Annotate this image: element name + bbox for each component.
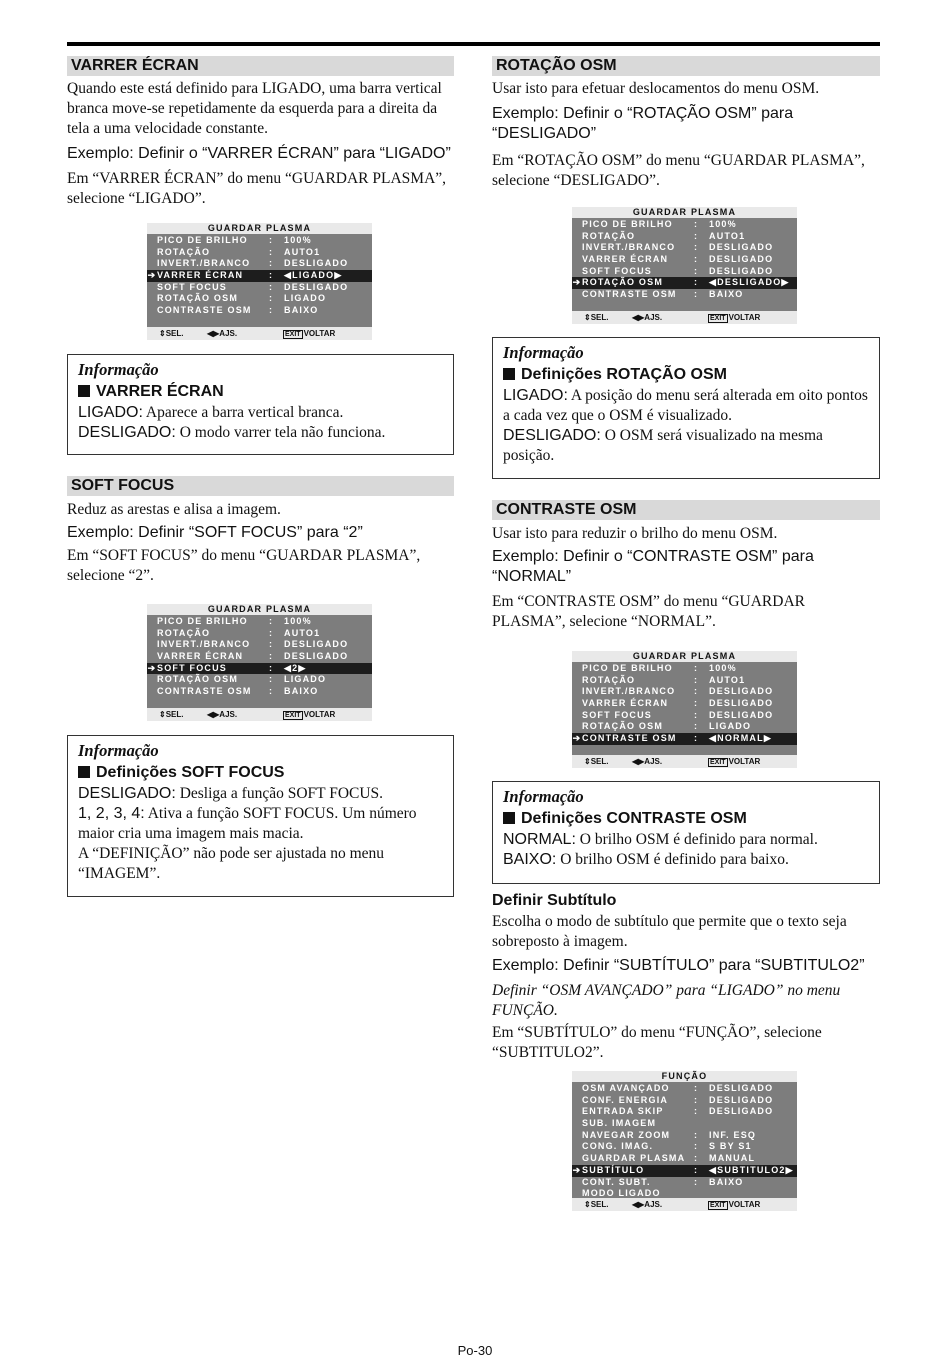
subtitulo-instruction: Em “SUBTÍTULO” do menu “FUNÇÃO”, selecione “SUBTITULO2”. [492, 1024, 822, 1061]
osm-row: NAVEGAR ZOOM : INF. ESQ [582, 1129, 757, 1140]
osm-row: PICO DE BRILHO : 100% [582, 663, 737, 673]
osm-footer: ⇕SEL. ◀▶AJS. EXIT VOLTAR [572, 1198, 797, 1211]
contraste-instruction: Em “CONTRASTE OSM” do menu “GUARDAR PLASMA”, selecione “NORMAL”. [492, 593, 805, 630]
osm-footer: ⇕SEL. ◀▶AJS. EXIT VOLTAR [572, 311, 797, 324]
varrer-intro: Quando este está definido para LIGADO, uma barra vertical branca move-se repetidamente da esquerda para a direita da tela a uma velocidade constante. [67, 80, 442, 137]
osm-row: ROTAÇÃO : AUTO1 [157, 627, 321, 638]
osm-menu-title: GUARDAR PLASMA [572, 207, 797, 218]
osm-menu-title: FUNÇÃO [572, 1071, 797, 1082]
osm-row: GUARDAR PLASMA : MANUAL [582, 1153, 756, 1164]
osm-menu-rotacao [572, 207, 797, 324]
rotacao-instruction: Em “ROTAÇÃO OSM” do menu “GUARDAR PLASMA”, selecione “DESLIGADO”. [492, 152, 865, 189]
contraste-intro: Usar isto para reduzir o brilho do menu OSM. [492, 525, 778, 542]
soft-example: Exemplo: Definir “SOFT FOCUS” para “2” [67, 524, 363, 541]
rotacao-heading: ROTAÇÃO OSM [492, 56, 880, 76]
pointer-arrow-icon: ➔ [572, 277, 582, 288]
osm-row: SUB. IMAGEM [582, 1118, 657, 1129]
osm-row: CONTRASTE OSM : BAIXO [157, 686, 319, 697]
osm-row: VARRER ÉCRAN : DESLIGADO [582, 254, 774, 265]
osm-row-selected: ➔ CONTRASTE OSM : ◀NORMAL▶ [572, 733, 797, 745]
osm-row-selected: ➔ VARRER ÉCRAN : ◀LIGADO▶ [147, 270, 372, 282]
square-bullet-icon [78, 766, 90, 778]
info-title: Informação [78, 360, 159, 379]
osm-row: ROTAÇÃO OSM : LIGADO [157, 674, 327, 685]
contraste-heading: CONTRASTE OSM [492, 500, 880, 520]
osm-row: VARRER ÉCRAN : DESLIGADO [157, 651, 349, 662]
rotacao-intro: Usar isto para efetuar deslocamentos do menu OSM. [492, 80, 820, 97]
info-title: Informação [78, 741, 159, 760]
top-rule [67, 42, 880, 46]
info-subtitle: Definições SOFT FOCUS [78, 762, 445, 784]
osm-row: SOFT FOCUS : DESLIGADO [582, 265, 774, 276]
info-box-rotacao [492, 337, 880, 479]
osm-menu-title: GUARDAR PLASMA [572, 651, 797, 662]
osm-row: VARRER ÉCRAN : DESLIGADO [582, 698, 774, 709]
subtitulo-example: Exemplo: Definir “SUBTÍTULO” para “SUBTITULO2” [492, 957, 865, 974]
soft-heading: SOFT FOCUS [67, 476, 454, 496]
osm-row-selected: ➔ SOFT FOCUS : ◀2▶ [147, 663, 372, 675]
osm-row: ROTAÇÃO : AUTO1 [582, 674, 746, 685]
right-column [492, 56, 880, 1211]
osm-row: MODO LIGADO [582, 1188, 661, 1199]
osm-row: OSM AVANÇADO : DESLIGADO [582, 1083, 774, 1093]
osm-row: ROTAÇÃO : AUTO1 [582, 230, 746, 241]
osm-footer: ⇕SEL. ◀▶AJS. EXIT VOLTAR [147, 327, 372, 340]
subtitulo-heading: Definir Subtítulo [492, 892, 617, 909]
info-subtitle: VARRER ÉCRAN [78, 381, 445, 403]
osm-row: SOFT FOCUS : DESLIGADO [157, 281, 349, 292]
info-line: LIGADO: Aparece a barra vertical branca. [78, 404, 344, 421]
subtitulo-note: Definir “OSM AVANÇADO” para “LIGADO” no menu FUNÇÃO. [492, 982, 841, 1019]
varrer-instruction: Em “VARRER ÉCRAN” do menu “GUARDAR PLASMA”, selecione “LIGADO”. [67, 170, 447, 207]
rotacao-example: Exemplo: Definir o “ROTAÇÃO OSM” para “DESLIGADO” [492, 105, 794, 142]
info-box-contraste [492, 781, 880, 884]
osm-row-selected: ➔ SUBTÍTULO : ◀SUBTITULO2▶ [572, 1165, 797, 1177]
varrer-heading: VARRER ÉCRAN [67, 56, 454, 76]
osm-menu-title: GUARDAR PLASMA [147, 223, 372, 234]
osm-row: SOFT FOCUS : DESLIGADO [582, 709, 774, 720]
square-bullet-icon [503, 368, 515, 380]
info-box-varrer [67, 354, 454, 455]
osm-menu-contraste [572, 651, 797, 768]
osm-row: CONTRASTE OSM : BAIXO [582, 289, 744, 300]
info-title: Informação [503, 787, 584, 806]
osm-row: CONT. SUBT. : BAIXO [582, 1176, 744, 1187]
contraste-example: Exemplo: Definir o “CONTRASTE OSM” para “NORMAL” [492, 548, 814, 585]
info-line: DESLIGADO: O OSM será visualizado na mesma posição. [503, 427, 823, 464]
subtitulo-intro: Escolha o modo de subtítulo que permite que o texto seja sobreposto à imagem. [492, 913, 847, 950]
osm-row: CONF. ENERGIA : DESLIGADO [582, 1094, 774, 1105]
varrer-example: Exemplo: Definir o “VARRER ÉCRAN” para “LIGADO” [67, 145, 451, 162]
page-number: Po-30 [457, 1343, 493, 1358]
info-line: LIGADO: A posição do menu será alterada em oito pontos a cada vez que o OSM é visualizado. [503, 387, 868, 424]
pointer-arrow-icon: ➔ [147, 662, 157, 673]
info-line: 1, 2, 3, 4: Ativa a função SOFT FOCUS. Um número maior cria uma imagem mais macia. [78, 805, 417, 842]
info-subtitle: Definições ROTAÇÃO OSM [503, 364, 871, 386]
osm-row: CONTRASTE OSM : BAIXO [157, 305, 319, 316]
soft-intro: Reduz as arestas e alisa a imagem. [67, 501, 281, 518]
info-title: Informação [503, 343, 584, 362]
osm-row: CONG. IMAG. : S BY S1 [582, 1141, 752, 1152]
osm-row: INVERT./BRANCO : DESLIGADO [582, 686, 774, 697]
pointer-arrow-icon: ➔ [572, 733, 582, 744]
osm-footer: ⇕SEL. ◀▶AJS. EXIT VOLTAR [572, 755, 797, 768]
square-bullet-icon [503, 812, 515, 824]
osm-row-selected: ➔ ROTAÇÃO OSM : ◀DESLIGADO▶ [572, 277, 797, 289]
osm-row: ENTRADA SKIP : DESLIGADO [582, 1106, 774, 1117]
left-column [67, 56, 454, 897]
info-line: A “DEFINIÇÃO” não pode ser ajustada no menu “IMAGEM”. [78, 845, 385, 882]
osm-row: INVERT./BRANCO : DESLIGADO [157, 258, 349, 269]
osm-menu-varrer [147, 223, 372, 340]
osm-row: PICO DE BRILHO : 100% [157, 235, 312, 245]
info-box-soft [67, 735, 454, 897]
osm-row: INVERT./BRANCO : DESLIGADO [157, 639, 349, 650]
osm-row: PICO DE BRILHO : 100% [157, 616, 312, 626]
soft-instruction: Em “SOFT FOCUS” do menu “GUARDAR PLASMA”, selecione “2”. [67, 547, 421, 584]
osm-row: ROTAÇÃO OSM : LIGADO [157, 293, 327, 304]
osm-row: ROTAÇÃO : AUTO1 [157, 246, 321, 257]
info-line: BAIXO: O brilho OSM é definido para baixo. [503, 851, 789, 868]
square-bullet-icon [78, 385, 90, 397]
osm-menu-funcao [572, 1071, 797, 1211]
info-line: NORMAL: O brilho OSM é definido para normal. [503, 831, 818, 848]
pointer-arrow-icon: ➔ [572, 1164, 582, 1175]
pointer-arrow-icon: ➔ [147, 270, 157, 281]
osm-row: INVERT./BRANCO : DESLIGADO [582, 242, 774, 253]
osm-menu-title: GUARDAR PLASMA [147, 604, 372, 615]
osm-footer: ⇕SEL. ◀▶AJS. EXIT VOLTAR [147, 708, 372, 721]
info-line: DESLIGADO: O modo varrer tela não funciona. [78, 424, 386, 441]
osm-menu-soft [147, 604, 372, 721]
osm-row: ROTAÇÃO OSM : LIGADO [582, 721, 752, 732]
osm-row: PICO DE BRILHO : 100% [582, 219, 737, 229]
info-subtitle: Definições CONTRASTE OSM [503, 808, 871, 830]
info-line: DESLIGADO: Desliga a função SOFT FOCUS. [78, 785, 384, 802]
